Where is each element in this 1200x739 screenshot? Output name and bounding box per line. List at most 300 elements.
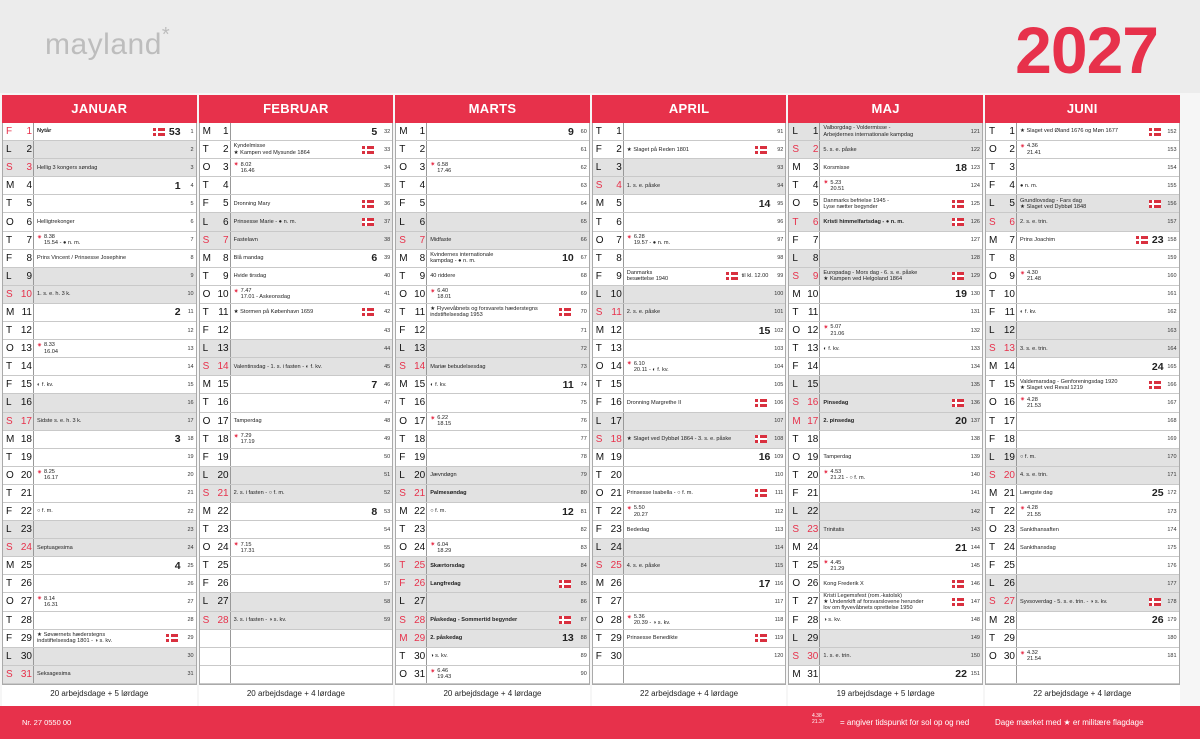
weekday-letter: T <box>202 560 209 572</box>
day-number: 12 <box>1003 325 1015 337</box>
weekday-letter: L <box>792 252 798 264</box>
day-content <box>820 123 968 140</box>
day-of-year: 48 <box>384 418 391 425</box>
day-number: 2 <box>26 144 32 156</box>
day-note: Palmesøndag <box>430 490 467 497</box>
day-number: 31 <box>414 668 426 680</box>
day-label <box>986 521 1017 538</box>
day-of-year: 129 <box>970 273 980 280</box>
day-note: Blå mandag <box>233 255 264 262</box>
week-number: 6 <box>371 252 378 265</box>
day-row <box>200 503 393 521</box>
day-label <box>200 413 231 430</box>
weekday-letter: S <box>988 343 996 355</box>
weekday-letter: S <box>6 415 13 427</box>
day-label <box>986 376 1017 393</box>
day-row <box>593 593 786 611</box>
day-row <box>593 413 786 431</box>
day-note: 2. pinsedag <box>823 417 855 424</box>
day-note: Kvindernes internationale kampdag - ● n. m. <box>430 252 494 265</box>
day-row <box>396 521 589 539</box>
day-note: Korsmisse <box>823 164 850 171</box>
day-number: 27 <box>807 596 819 608</box>
day-note: Nytår <box>37 128 52 135</box>
day-number: 8 <box>223 252 229 264</box>
day-of-year: 150 <box>970 653 980 660</box>
day-content <box>34 304 182 321</box>
day-content <box>34 666 182 683</box>
day-content <box>231 449 379 466</box>
day-note: 5.07 21.06 <box>830 324 845 337</box>
day-label <box>986 593 1017 610</box>
year-title: 2027 <box>1015 13 1158 87</box>
day-of-year: 131 <box>970 309 980 316</box>
day-of-year: 91 <box>777 128 784 135</box>
day-content <box>820 286 968 303</box>
day-row <box>986 268 1179 286</box>
day-of-year: 109 <box>774 454 784 461</box>
day-row <box>396 250 589 268</box>
day-content <box>427 159 575 176</box>
day-content <box>231 521 379 538</box>
day-number: 22 <box>807 506 819 518</box>
weekday-letter: F <box>595 524 602 536</box>
day-label <box>396 648 427 665</box>
day-label <box>200 557 231 574</box>
day-number: 8 <box>1009 252 1015 264</box>
weekday-letter: L <box>202 469 209 481</box>
day-of-year: 171 <box>1167 472 1177 479</box>
day-content <box>1017 539 1165 556</box>
danish-flag-icon <box>1149 598 1161 606</box>
day-row <box>396 123 589 141</box>
day-number: 18 <box>610 433 622 445</box>
day-note: Grundlovsdag - Fars dag ★ Slaget ved Dybbøl 1848 <box>1019 197 1087 210</box>
day-row <box>789 286 982 304</box>
month-summary: 20 arbejdsdage + 4 lørdage <box>443 688 542 698</box>
day-label <box>789 232 820 249</box>
day-label <box>789 195 820 212</box>
weekday-letter: L <box>399 469 405 481</box>
day-of-year: 23 <box>187 526 194 533</box>
day-label <box>396 467 427 484</box>
day-number: 6 <box>616 216 622 228</box>
day-content <box>34 575 182 592</box>
day-label <box>200 250 231 267</box>
day-note: Valentinsdag - 1. s. i fasten - ◐ f. kv. <box>233 363 322 370</box>
day-label <box>789 358 820 375</box>
day-number: 9 <box>223 270 229 282</box>
day-label <box>396 340 427 357</box>
day-label <box>593 376 624 393</box>
weekday-letter: S <box>792 650 800 662</box>
danish-flag-icon <box>952 598 964 606</box>
day-of-year: 147 <box>970 598 980 605</box>
day-of-year: 140 <box>970 472 980 479</box>
day-row <box>3 358 196 376</box>
day-number: 29 <box>1003 632 1015 644</box>
day-content <box>624 612 772 629</box>
day-label <box>789 612 820 629</box>
day-row <box>986 376 1179 394</box>
day-of-year: 174 <box>1167 526 1177 533</box>
weekday-letter: M <box>202 506 211 518</box>
day-note: 1. s. e. h. 3 k. <box>37 291 71 298</box>
day-content <box>624 213 772 230</box>
weekday-letter: S <box>792 397 800 409</box>
month-column <box>985 95 1180 706</box>
day-number: 11 <box>414 306 426 318</box>
weekday-letter: T <box>399 397 406 409</box>
day-of-year: 5 <box>190 200 194 207</box>
day-of-year: 63 <box>580 182 587 189</box>
day-of-year: 161 <box>1167 291 1177 298</box>
day-note: ◐ f. kv. <box>823 345 840 352</box>
day-content <box>624 521 772 538</box>
day-number: 20 <box>20 469 32 481</box>
weekday-letter: F <box>202 451 209 463</box>
day-number: 15 <box>1003 379 1015 391</box>
day-content <box>624 232 772 249</box>
day-content <box>624 449 772 466</box>
day-of-year: 108 <box>774 436 784 443</box>
day-number: 19 <box>20 451 32 463</box>
day-note: ★ Slaget på Reden 1801 <box>626 146 690 153</box>
day-content <box>427 195 575 212</box>
day-label <box>593 322 624 339</box>
danish-flag-icon <box>952 580 964 588</box>
day-of-year: 97 <box>777 237 784 244</box>
day-number: 28 <box>217 614 229 626</box>
day-label <box>789 449 820 466</box>
day-label <box>396 485 427 502</box>
day-content <box>820 159 968 176</box>
day-number: 16 <box>414 397 426 409</box>
day-label <box>396 195 427 212</box>
week-number: 7 <box>371 378 378 391</box>
day-of-year: 148 <box>970 617 980 624</box>
day-of-year: 126 <box>970 219 980 226</box>
weekday-letter: F <box>6 126 13 138</box>
day-row <box>593 268 786 286</box>
day-number: 9 <box>1009 270 1015 282</box>
day-number: 23 <box>1003 524 1015 536</box>
day-content <box>820 394 968 411</box>
day-number: 6 <box>419 216 426 228</box>
day-of-year: 1 <box>190 128 194 135</box>
month-summary: 19 arbejdsdage + 5 lørdage <box>836 688 935 698</box>
weekday-letter: M <box>792 542 801 554</box>
day-label <box>593 213 624 230</box>
day-number: 9 <box>616 270 622 282</box>
day-content <box>34 648 182 665</box>
day-of-year: 6 <box>190 219 194 226</box>
day-of-year: 142 <box>970 508 980 515</box>
day-of-year: 86 <box>580 598 587 605</box>
day-of-year: 113 <box>774 526 784 533</box>
day-row <box>200 376 393 394</box>
day-of-year: 54 <box>384 526 391 533</box>
day-number: 18 <box>414 433 426 445</box>
day-note: Dronning Mary <box>233 200 271 207</box>
day-of-year: 125 <box>970 200 980 207</box>
weekday-letter: L <box>399 343 405 355</box>
day-of-year: 49 <box>384 436 391 443</box>
day-number: 7 <box>419 234 426 246</box>
day-note: ○ f. m. <box>37 508 53 515</box>
day-row <box>986 467 1179 485</box>
day-content <box>34 521 182 538</box>
day-row <box>200 141 393 159</box>
weekday-letter: L <box>399 216 405 228</box>
day-label <box>789 322 820 339</box>
day-row <box>593 449 786 467</box>
day-of-year: 56 <box>384 562 391 569</box>
day-number: 11 <box>611 306 622 318</box>
day-label <box>986 250 1017 267</box>
day-row <box>986 322 1179 340</box>
weekday-letter: M <box>595 451 605 463</box>
day-number: 20 <box>610 469 622 481</box>
day-label <box>3 485 34 502</box>
day-row <box>986 485 1179 503</box>
day-label <box>593 575 624 592</box>
day-number: 15 <box>20 379 32 391</box>
day-row <box>200 159 393 177</box>
day-label <box>789 340 820 357</box>
weekday-letter: F <box>792 614 799 626</box>
day-content <box>624 467 772 484</box>
day-number: 4 <box>616 180 622 192</box>
day-of-year: 122 <box>970 146 980 153</box>
day-row <box>396 304 589 322</box>
day-of-year: 18 <box>187 436 194 443</box>
day-row <box>593 159 786 177</box>
day-label <box>986 304 1017 321</box>
day-note: 8.25 16.17 <box>44 469 59 482</box>
day-row <box>200 268 393 286</box>
weekday-letter: L <box>595 415 602 427</box>
day-note: Skærtorsdag <box>430 562 465 569</box>
day-content <box>427 593 575 610</box>
day-content <box>427 557 575 574</box>
day-of-year: 130 <box>970 291 980 298</box>
weekday-letter: M <box>6 433 15 445</box>
day-of-year: 64 <box>580 200 587 207</box>
day-number: 6 <box>26 216 32 228</box>
day-note: 6.58 17.46 <box>437 161 452 174</box>
day-note: ◑ s. kv. <box>823 616 841 623</box>
day-content <box>34 358 182 375</box>
day-row <box>396 141 589 159</box>
weekday-letter: S <box>202 361 210 373</box>
day-note: 1. s. e. trin. <box>823 653 852 660</box>
month-header: MAJ <box>788 95 983 123</box>
week-number: 15 <box>758 324 771 337</box>
day-note: 8.38 15.54 - ● n. m. <box>44 233 81 247</box>
weekday-letter: T <box>202 306 209 318</box>
weekday-letter: M <box>988 234 998 246</box>
day-row <box>3 575 196 593</box>
day-number: 24 <box>807 542 819 554</box>
weekday-letter: T <box>6 234 13 246</box>
months-grid <box>2 95 1198 706</box>
day-label <box>3 123 34 140</box>
day-content <box>820 177 968 194</box>
day-row <box>200 593 393 611</box>
day-content <box>820 503 968 520</box>
day-content <box>820 413 968 430</box>
day-number: 5 <box>1009 198 1015 210</box>
weekday-letter: T <box>399 144 406 156</box>
weekday-letter: O <box>988 144 997 156</box>
day-label <box>396 213 427 230</box>
danish-flag-icon <box>755 435 767 443</box>
day-label <box>200 141 231 158</box>
day-of-year: 162 <box>1167 309 1177 316</box>
day-label <box>593 630 624 647</box>
day-number: 12 <box>20 325 32 337</box>
day-of-year: 152 <box>1167 128 1177 135</box>
day-of-year: 132 <box>970 327 980 334</box>
day-label <box>396 593 427 610</box>
day-of-year: 15 <box>187 381 194 388</box>
day-of-year: 117 <box>774 598 784 605</box>
day-number: 29 <box>414 632 426 644</box>
week-number: 8 <box>371 505 378 518</box>
weekday-letter: L <box>6 650 12 662</box>
month-column <box>592 95 787 706</box>
day-of-year: 181 <box>1167 653 1177 660</box>
day-label <box>593 503 624 520</box>
week-number: 19 <box>955 288 967 301</box>
sun-icon: ✷ <box>233 542 239 549</box>
day-number: 27 <box>217 596 229 608</box>
day-note: Langfredag <box>430 580 461 587</box>
day-number: 20 <box>217 469 229 481</box>
day-of-year: 17 <box>187 418 194 425</box>
week-number: 23 <box>1151 234 1164 247</box>
weekday-letter: M <box>202 252 211 264</box>
day-note: Tamperdag <box>233 417 262 424</box>
day-number: 10 <box>217 288 229 300</box>
day-number: 1 <box>419 126 426 138</box>
day-of-year: 133 <box>970 345 980 352</box>
day-row <box>789 630 982 648</box>
weekday-letter: F <box>202 578 209 590</box>
day-label <box>593 485 624 502</box>
day-of-year: 41 <box>384 291 391 298</box>
day-content <box>820 648 968 665</box>
day-label <box>396 630 427 647</box>
day-of-year: 68 <box>580 273 587 280</box>
weekday-letter: T <box>988 632 996 644</box>
day-number: 1 <box>616 126 622 138</box>
weekday-letter: O <box>202 542 211 554</box>
day-row <box>3 159 196 177</box>
day-number: 28 <box>610 614 622 626</box>
day-row <box>200 322 393 340</box>
day-label <box>986 575 1017 592</box>
day-row <box>986 557 1179 575</box>
weekday-letter: F <box>6 252 13 264</box>
day-label <box>396 322 427 339</box>
day-note: Prinsesse Marie - ● n. m. <box>233 218 297 225</box>
weekday-letter: F <box>202 325 209 337</box>
day-label <box>593 521 624 538</box>
sun-icon: ✷ <box>823 560 829 567</box>
day-label <box>3 232 34 249</box>
day-row <box>593 213 786 231</box>
day-row <box>3 286 196 304</box>
day-label <box>200 467 231 484</box>
day-content <box>624 394 772 411</box>
day-of-year: 180 <box>1167 635 1177 642</box>
day-label <box>986 612 1017 629</box>
day-row <box>593 141 786 159</box>
day-row <box>789 467 982 485</box>
day-number: 3 <box>419 162 426 174</box>
week-number: 4 <box>174 559 181 572</box>
day-number: 26 <box>1003 578 1015 590</box>
day-content <box>1017 503 1165 520</box>
day-content <box>231 159 379 176</box>
day-row <box>3 195 196 213</box>
day-content <box>624 250 772 267</box>
day-content <box>34 250 182 267</box>
day-content <box>624 159 772 176</box>
sun-icon: ✷ <box>626 505 632 512</box>
weekday-letter: T <box>399 270 406 282</box>
day-note: Sankthansdag <box>1019 544 1056 551</box>
day-number: 5 <box>812 198 819 210</box>
weekday-letter: F <box>202 198 209 210</box>
day-note: Kristi Legemsfest (rom.-katolsk) ★ Undenrkift af forsvarslovene herunder lov om flyvevåbnets oprettelse 1950 <box>823 593 924 611</box>
danish-flag-icon <box>559 616 571 624</box>
day-note: ★ Slaget ved Øland 1676 og Møn 1677 <box>1019 128 1118 135</box>
weekday-letter: T <box>792 216 799 228</box>
day-note: 7.47 17.01 - Askeonsdag <box>240 288 291 301</box>
day-content <box>624 123 772 140</box>
day-label <box>789 159 820 176</box>
day-number: 1 <box>26 126 32 138</box>
weekday-letter: T <box>792 560 799 572</box>
day-of-year: 115 <box>774 562 784 569</box>
weekday-letter: L <box>988 451 995 463</box>
day-label <box>3 322 34 339</box>
day-content <box>231 141 379 158</box>
day-number: 4 <box>812 180 819 192</box>
day-row <box>593 521 786 539</box>
sun-icon: ✷ <box>626 234 632 241</box>
day-note: ◑ s. kv. <box>430 653 448 660</box>
day-content <box>427 322 575 339</box>
day-number: 31 <box>807 668 819 680</box>
day-content <box>1017 268 1165 285</box>
weekday-letter: T <box>202 433 209 445</box>
day-row <box>986 648 1179 666</box>
day-row <box>3 467 196 485</box>
weekday-letter: M <box>988 487 998 499</box>
day-row <box>789 232 982 250</box>
day-row <box>789 485 982 503</box>
day-row <box>200 123 393 141</box>
day-number: 16 <box>807 397 819 409</box>
day-label <box>3 630 34 647</box>
day-number: 25 <box>414 560 426 572</box>
day-of-year: 2 <box>190 146 194 153</box>
weekday-letter: M <box>399 379 408 391</box>
